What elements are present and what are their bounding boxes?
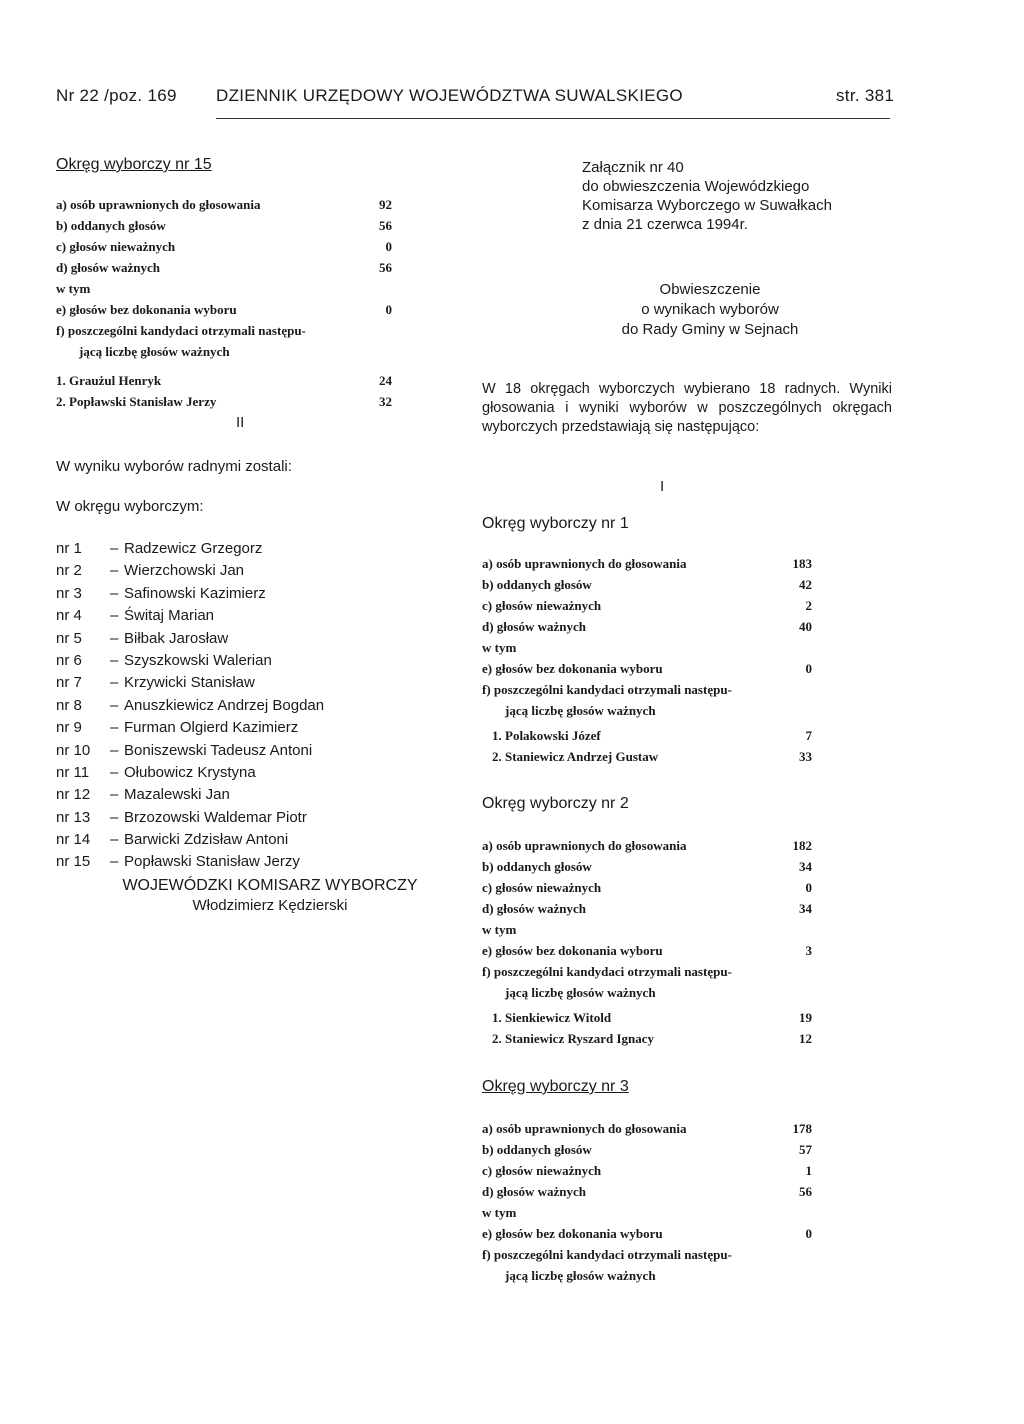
section-numeral-i: I xyxy=(660,478,665,495)
member-name: Popławski Stanisław Jerzy xyxy=(124,853,300,871)
stat-c: c) głosów nieważnych 2 xyxy=(482,598,812,613)
member-dash: – xyxy=(110,651,119,669)
member-name: Barwicki Zdzisław Antoni xyxy=(124,831,289,849)
elected-members-list xyxy=(56,538,324,874)
member-dash: – xyxy=(110,831,119,849)
member-number: nr 12 xyxy=(56,786,91,804)
stat-e: e) głosów bez dokonania wyboru 0 xyxy=(482,1226,812,1241)
stat-b: b) oddanych głosów 42 xyxy=(482,577,812,592)
elected-member-row xyxy=(56,695,324,717)
elected-member-row xyxy=(56,650,324,672)
stat-b: b) oddanych głosów 56 xyxy=(56,218,392,233)
annex-block xyxy=(582,158,832,234)
stat-e: e) głosów bez dokonania wyboru 3 xyxy=(482,943,812,958)
district-line: W okręgu wyborczym: xyxy=(56,498,204,515)
stat-d: d) głosów ważnych 34 xyxy=(482,901,812,916)
elected-member-row xyxy=(56,628,324,650)
candidate-1: 1. Sienkiewicz Witold 19 xyxy=(492,1010,812,1025)
candidate-1: 1. Polakowski Józef 7 xyxy=(492,728,812,743)
stat-f-line2: jącą liczbę głosów ważnych xyxy=(505,703,656,718)
stat-f-line1: f) poszczególni kandydaci otrzymali następu- xyxy=(482,964,732,979)
member-number: nr 15 xyxy=(56,853,91,871)
stat-a: a) osób uprawnionych do głosowania 183 xyxy=(482,556,812,571)
signature-title: WOJEWÓDZKI KOMISARZ WYBORCZY xyxy=(122,877,418,894)
annex-line-1: Załącznik nr 40 xyxy=(582,159,684,176)
result-line: W wyniku wyborów radnymi zostali: xyxy=(56,458,292,475)
annex-line-2: do obwieszczenia Wojewódzkiego xyxy=(582,178,810,195)
member-name: Ołubowicz Krystyna xyxy=(124,763,256,781)
okreg-1 xyxy=(482,515,812,767)
stat-wtym: w tym xyxy=(56,281,91,296)
member-dash: – xyxy=(110,540,119,557)
stat-a: a) osób uprawnionych do głosowania 182 xyxy=(482,838,812,853)
stat-f-line2: jącą liczbę głosów ważnych xyxy=(79,344,230,359)
stat-c: c) głosów nieważnych 1 xyxy=(482,1163,812,1178)
stat-d: d) głosów ważnych 56 xyxy=(482,1184,812,1199)
elected-member-row xyxy=(56,538,324,560)
member-name: Świtaj Marian xyxy=(124,607,215,625)
member-dash: – xyxy=(110,562,119,580)
announce-line-2: o wynikach wyborów xyxy=(641,301,779,318)
stat-a: a) osób uprawnionych do głosowania 178 xyxy=(482,1121,812,1136)
announcement-title xyxy=(540,280,880,340)
stat-wtym: w tym xyxy=(482,640,517,655)
member-dash: – xyxy=(110,584,119,602)
stat-f-line2: jącą liczbę głosów ważnych xyxy=(505,1268,656,1283)
section-title: Okręg wyborczy nr 2 xyxy=(482,795,629,812)
stat-wtym: w tym xyxy=(482,1205,517,1220)
member-name: Boniszewski Tadeusz Antoni xyxy=(124,741,313,759)
elected-member-row xyxy=(56,672,324,694)
member-number: nr 7 xyxy=(56,674,82,692)
stat-f-line1: f) poszczególni kandydaci otrzymali następu- xyxy=(482,682,732,697)
elected-member-row xyxy=(56,560,324,582)
elected-member-row xyxy=(56,784,324,806)
member-dash: – xyxy=(110,674,119,692)
member-name: Krzywicki Stanisław xyxy=(124,674,255,692)
section-numeral-ii: II xyxy=(236,414,245,431)
member-number: nr 4 xyxy=(56,607,82,625)
section-title: Okręg wyborczy nr 1 xyxy=(482,515,629,532)
member-dash: – xyxy=(110,741,119,759)
member-dash: – xyxy=(110,607,119,625)
journal-title: DZIENNIK URZĘDOWY WOJEWÓDZTWA SUWALSKIEGO xyxy=(216,86,683,105)
member-name: Furman Olgierd Kazimierz xyxy=(124,719,299,737)
candidate-1: 1. Graużul Henryk 24 xyxy=(56,373,392,388)
intro-paragraph: W 18 okręgach wyborczych wybierano 18 radnych. Wyniki głosowania i wyniki wyborów w poszczególnych okręgach wyborczych przedstawiają się następująco: xyxy=(482,381,892,435)
signature-name: Włodzimierz Kędzierski xyxy=(192,897,348,914)
elected-member-row xyxy=(56,605,324,627)
member-name: Biłbak Jarosław xyxy=(124,629,229,647)
okreg-2 xyxy=(482,795,812,1049)
announce-line-1: Obwieszczenie xyxy=(659,281,761,298)
stat-f-line2: jącą liczbę głosów ważnych xyxy=(505,985,656,1000)
stat-wtym: w tym xyxy=(482,922,517,937)
member-name: Mazalewski Jan xyxy=(124,786,230,804)
elected-member-row xyxy=(56,717,324,739)
candidate-2: 2. Popławski Stanisław Jerzy 32 xyxy=(56,394,392,409)
member-number: nr 11 xyxy=(56,763,90,781)
member-number: nr 1 xyxy=(56,540,82,557)
header-rule xyxy=(216,118,890,119)
stat-c: c) głosów nieważnych 0 xyxy=(56,239,392,254)
section-title: Okręg wyborczy nr 3 xyxy=(482,1078,629,1095)
member-dash: – xyxy=(110,786,119,804)
member-number: nr 6 xyxy=(56,651,82,669)
stat-a: a) osób uprawnionych do głosowania 92 xyxy=(56,197,392,212)
member-number: nr 2 xyxy=(56,562,82,580)
member-name: Brzozowski Waldemar Piotr xyxy=(124,808,307,826)
member-name: Radzewicz Grzegorz xyxy=(124,540,263,557)
member-dash: – xyxy=(110,696,119,714)
okreg-3 xyxy=(482,1078,812,1286)
member-dash: – xyxy=(110,853,119,871)
candidate-2: 2. Staniewicz Ryszard Ignacy 12 xyxy=(492,1031,812,1046)
elected-member-row xyxy=(56,829,324,851)
stat-b: b) oddanych głosów 57 xyxy=(482,1142,812,1157)
stat-b: b) oddanych głosów 34 xyxy=(482,859,812,874)
stat-d: d) głosów ważnych 56 xyxy=(56,260,392,275)
member-number: nr 10 xyxy=(56,741,91,759)
annex-line-3: Komisarza Wyborczego w Suwałkach xyxy=(582,197,832,214)
member-name: Anuszkiewicz Andrzej Bogdan xyxy=(124,696,325,714)
candidate-2: 2. Staniewicz Andrzej Gustaw 33 xyxy=(492,749,812,764)
member-number: nr 8 xyxy=(56,696,82,714)
member-number: nr 9 xyxy=(56,719,82,737)
member-name: Safinowski Kazimierz xyxy=(124,584,266,602)
member-dash: – xyxy=(110,629,119,647)
elected-member-row xyxy=(56,762,324,784)
member-name: Szyszkowski Walerian xyxy=(124,651,272,669)
page-number: Nr 22 /poz. 169 xyxy=(56,86,177,105)
member-dash: – xyxy=(110,719,119,737)
stat-f-line1: f) poszczególni kandydaci otrzymali następu- xyxy=(56,323,306,338)
member-number: nr 3 xyxy=(56,584,82,602)
elected-member-row xyxy=(56,851,324,873)
member-number: nr 5 xyxy=(56,629,82,647)
member-dash: – xyxy=(110,808,119,826)
stat-c: c) głosów nieważnych 0 xyxy=(482,880,812,895)
announce-line-3: do Rady Gminy w Sejnach xyxy=(621,321,799,338)
section-title: Okręg wyborczy nr 15 xyxy=(56,156,212,173)
elected-member-row xyxy=(56,807,324,829)
elected-member-row xyxy=(56,740,324,762)
member-name: Wierzchowski Jan xyxy=(124,562,245,580)
stat-e: e) głosów bez dokonania wyboru 0 xyxy=(56,302,392,317)
member-number: nr 14 xyxy=(56,831,91,849)
member-dash: – xyxy=(110,763,119,781)
stat-e: e) głosów bez dokonania wyboru 0 xyxy=(482,661,812,676)
annex-line-4: z dnia 21 czerwca 1994r. xyxy=(582,216,748,233)
page-ref: str. 381 xyxy=(836,86,895,105)
elected-member-row xyxy=(56,583,324,605)
member-number: nr 13 xyxy=(56,808,91,826)
stat-d: d) głosów ważnych 40 xyxy=(482,619,812,634)
stat-f-line1: f) poszczególni kandydaci otrzymali następu- xyxy=(482,1247,732,1262)
okreg-15 xyxy=(56,156,392,412)
